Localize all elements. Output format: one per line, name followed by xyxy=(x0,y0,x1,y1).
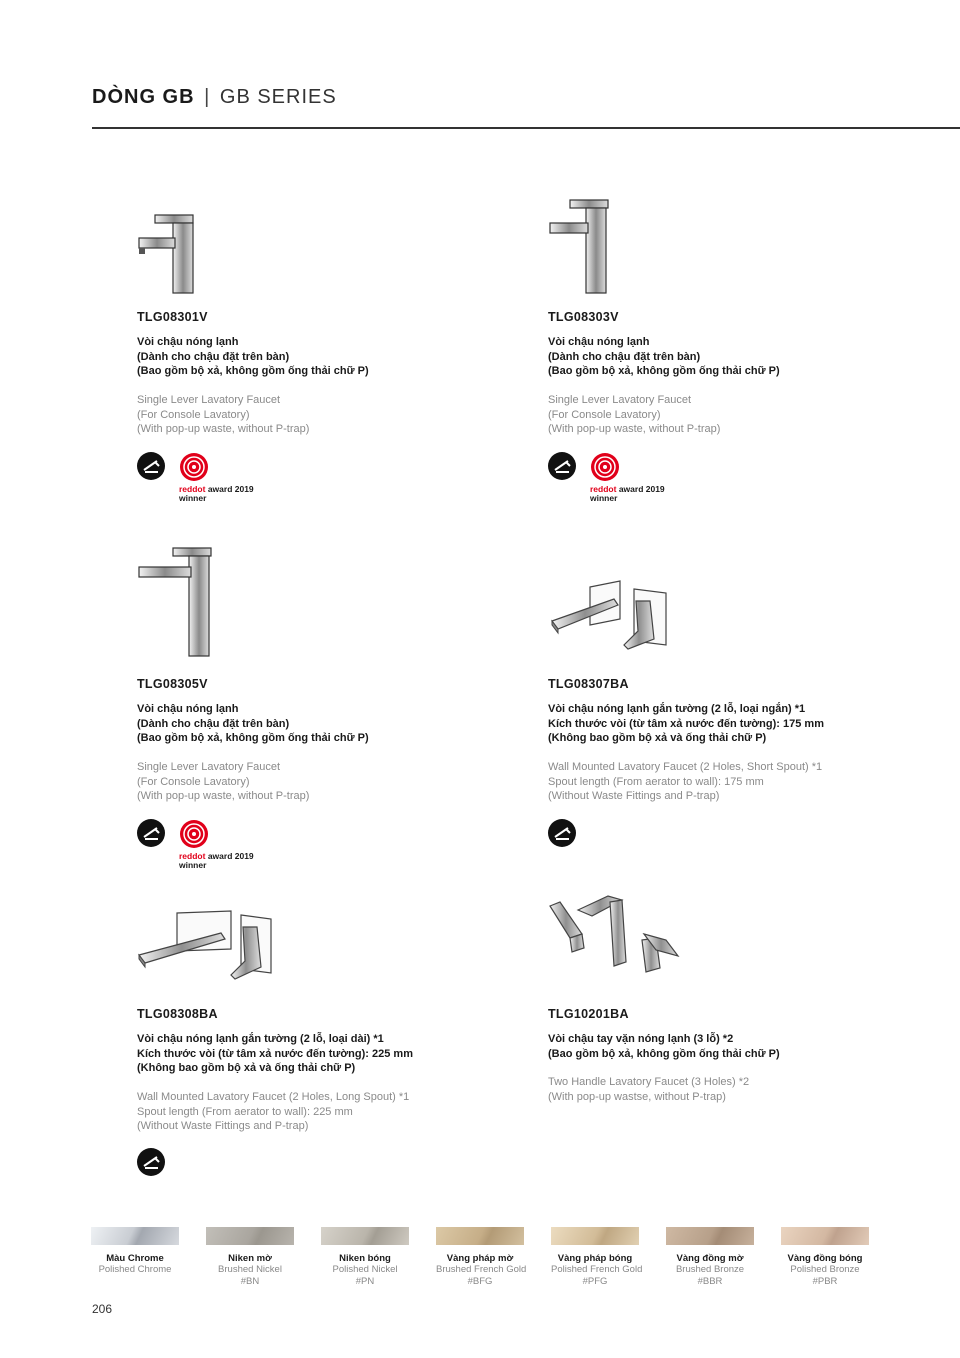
finish-name-en: Brushed Nickel xyxy=(218,1264,282,1275)
product-desc-en: Wall Mounted Lavatory Faucet (2 Holes, Long Spout) *1 Spout length (From aerator to wall): 225 mm (Without Waste Fittings and P-trap) xyxy=(137,1091,410,1133)
finish-code: #PN xyxy=(355,1276,375,1287)
flow-icon xyxy=(548,819,576,847)
product-desc-vn: Vòi chậu tay vặn nóng lạnh (3 lỗ) *2 (Bao gồm bộ xả, không gồm ống thải chữ P) xyxy=(548,1033,780,1060)
finish-name-vn: Vàng đồng mờ xyxy=(676,1253,744,1264)
finish-swatch xyxy=(666,1227,754,1288)
product-desc-vn: Vòi chậu nóng lạnh (Dành cho chậu đặt trên bàn) (Bao gồm bộ xả, không gồm ống thải chữ P) xyxy=(137,703,369,745)
finish-name-en: Polished Bronze xyxy=(790,1264,860,1275)
finish-chip xyxy=(436,1227,524,1245)
faucet-image xyxy=(137,210,207,295)
series-title-en: GB SERIES xyxy=(219,86,337,108)
finish-chip xyxy=(206,1227,294,1245)
product-code: TLG10201BA xyxy=(548,1007,629,1021)
finish-name-en: Brushed Bronze xyxy=(675,1264,745,1275)
finish-chip xyxy=(91,1227,179,1245)
finish-name-en: Polished Nickel xyxy=(332,1264,398,1275)
product-code: TLG08305V xyxy=(137,677,208,691)
product-code: TLG08301V xyxy=(137,310,208,324)
three-hole-faucet-image xyxy=(548,890,688,975)
feature-icons: reddot award 2019 winner xyxy=(137,819,337,875)
feature-icons xyxy=(137,1148,337,1204)
finish-code: #BFG xyxy=(467,1276,493,1287)
product-card xyxy=(137,545,517,875)
product-desc-vn: Vòi chậu nóng lạnh (Dành cho chậu đặt trên bàn) (Bao gồm bộ xả, không gồm ống thải chữ P) xyxy=(548,336,780,378)
faucet-image xyxy=(137,545,217,660)
finish-name-en: Polished Chrome xyxy=(98,1264,172,1275)
feature-icons: reddot award 2019 winner xyxy=(548,452,748,508)
product-card xyxy=(548,575,928,855)
header-rule xyxy=(92,127,960,129)
finish-name-en: Brushed French Gold xyxy=(436,1264,527,1275)
finish-name-vn: Màu Chrome xyxy=(106,1253,164,1264)
product-code: TLG08303V xyxy=(548,310,619,324)
product-code: TLG08307BA xyxy=(548,677,629,691)
product-card xyxy=(137,210,517,510)
product-desc-vn: Vòi chậu nóng lạnh (Dành cho chậu đặt trên bàn) (Bao gồm bộ xả, không gồm ống thải chữ P) xyxy=(137,336,369,378)
product-desc-vn: Vòi chậu nóng lạnh gắn tường (2 lỗ, loại ngắn) *1 Kích thước vòi (từ tâm xả nước đến tường): 175 mm (Không bao gồm bộ xả và ống thải chữ P) xyxy=(548,703,824,745)
product-desc-en: Wall Mounted Lavatory Faucet (2 Holes, Short Spout) *1 Spout length (From aerator to wall): 175 mm (Without Waste Fittings and P-trap) xyxy=(548,761,823,803)
product-card xyxy=(548,890,928,1120)
product-desc-en: Single Lever Lavatory Faucet (For Console Lavatory) (With pop-up waste, without P-trap) xyxy=(548,394,721,436)
finish-swatch xyxy=(91,1227,179,1276)
finish-chip xyxy=(781,1227,869,1245)
product-card xyxy=(137,905,517,1185)
product-desc-vn: Vòi chậu nóng lạnh gắn tường (2 lỗ, loại dài) *1 Kích thước vòi (từ tâm xả nước đến tường): 225 mm (Không bao gồm bộ xả và ống thải chữ P) xyxy=(137,1033,413,1075)
finish-code: #PBR xyxy=(812,1276,838,1287)
faucet-image xyxy=(548,195,618,295)
wall-faucet-image xyxy=(548,575,673,665)
finish-chip xyxy=(321,1227,409,1245)
page-header xyxy=(92,86,337,109)
finish-swatch xyxy=(781,1227,869,1288)
finish-swatch xyxy=(206,1227,294,1288)
page-number: 206 xyxy=(92,1302,113,1316)
flow-icon xyxy=(137,1148,165,1176)
finish-name-vn: Vàng pháp bóng xyxy=(557,1253,633,1264)
finish-name-vn: Vàng pháp mờ xyxy=(446,1253,514,1264)
flow-icon xyxy=(137,819,165,847)
finish-code: #BBR xyxy=(697,1276,723,1287)
wall-faucet-image xyxy=(137,905,277,985)
product-desc-en: Single Lever Lavatory Faucet (For Console Lavatory) (With pop-up waste, without P-trap) xyxy=(137,761,310,803)
series-title-vn: DÒNG GB xyxy=(92,86,195,108)
finish-swatch xyxy=(551,1227,643,1288)
finish-name-vn: Niken mờ xyxy=(228,1253,272,1264)
finish-code: #BN xyxy=(240,1276,260,1287)
finish-swatch xyxy=(436,1227,527,1288)
finish-chip xyxy=(666,1227,754,1245)
finish-name-vn: Vàng đồng bóng xyxy=(787,1253,863,1264)
flow-icon xyxy=(548,452,576,480)
finish-code: #PFG xyxy=(582,1276,608,1287)
finish-name-en: Polished French Gold xyxy=(551,1264,643,1275)
feature-icons: reddot award 2019 winner xyxy=(137,452,337,508)
product-desc-en: Two Handle Lavatory Faucet (3 Holes) *2 (With pop-up wastse, without P-trap) xyxy=(548,1076,750,1103)
flow-icon xyxy=(137,452,165,480)
product-code: TLG08308BA xyxy=(137,1007,218,1021)
finish-swatches xyxy=(91,1227,891,1297)
finish-name-vn: Niken bóng xyxy=(339,1253,391,1264)
title-separator: | xyxy=(204,86,211,108)
finish-chip xyxy=(551,1227,639,1245)
finish-swatch xyxy=(321,1227,409,1288)
product-card xyxy=(548,195,928,510)
product-desc-en: Single Lever Lavatory Faucet (For Console Lavatory) (With pop-up waste, without P-trap) xyxy=(137,394,310,436)
feature-icons xyxy=(548,819,748,875)
